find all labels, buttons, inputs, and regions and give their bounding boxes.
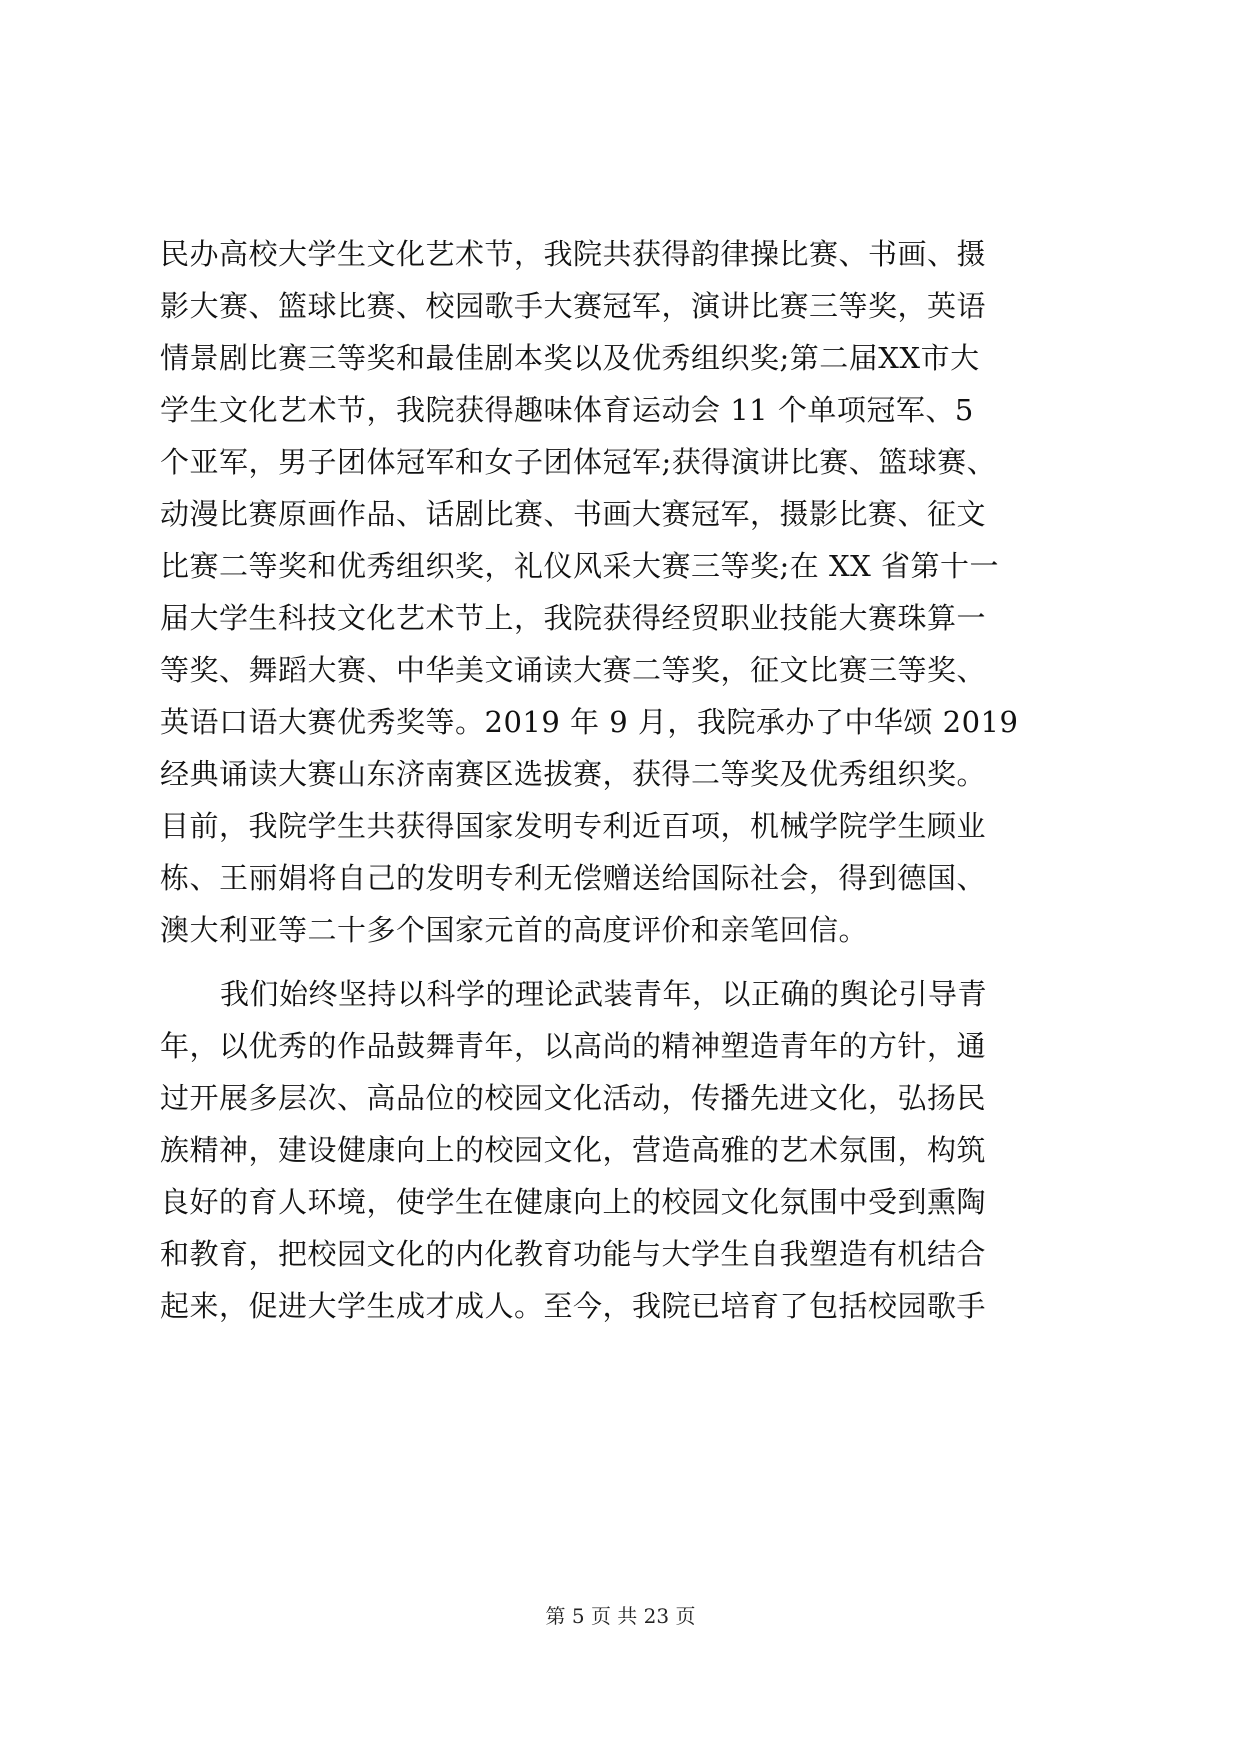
text-line: 情景剧比赛三等奖和最佳剧本奖以及优秀组织奖;第二届XX市大 xyxy=(160,341,980,375)
text-line: 起来，促进大学生成才成人。至今，我院已培育了包括校园歌手 xyxy=(160,1289,987,1323)
text-line: 过开展多层次、高品位的校园文化活动，传播先进文化，弘扬民 xyxy=(160,1081,987,1115)
document-body xyxy=(160,228,1082,1332)
text-line: 等奖、舞蹈大赛、中华美文诵读大赛二等奖，征文比赛三等奖、 xyxy=(160,653,987,687)
text-line: 年，以优秀的作品鼓舞青年，以高尚的精神塑造青年的方针，通 xyxy=(160,1029,987,1063)
text-line: 族精神，建设健康向上的校园文化，营造高雅的艺术氛围，构筑 xyxy=(160,1133,987,1167)
text-line: 动漫比赛原画作品、话剧比赛、书画大赛冠军，摄影比赛、征文 xyxy=(160,497,987,531)
text-line: 英语口语大赛优秀奖等。2019 年 9 月，我院承办了中华颂 2019 xyxy=(160,705,1019,739)
text-line: 澳大利亚等二十多个国家元首的高度评价和亲笔回信。 xyxy=(160,913,869,947)
text-line: 届大学生科技文化艺术节上，我院获得经贸职业技能大赛珠算一 xyxy=(160,601,987,635)
text-line: 栋、王丽娟将自己的发明专利无偿赠送给国际社会，得到德国、 xyxy=(160,861,987,895)
text-line: 个亚军，男子团体冠军和女子团体冠军;获得演讲比赛、篮球赛、 xyxy=(160,445,997,479)
text-line: 比赛二等奖和优秀组织奖，礼仪风采大赛三等奖;在 XX 省第十一 xyxy=(160,549,999,583)
page-number-footer: 第 5 页 共 23 页 xyxy=(545,1604,696,1628)
text-line: 目前，我院学生共获得国家发明专利近百项，机械学院学生顾业 xyxy=(160,809,987,843)
paragraph-spacer xyxy=(160,956,1082,968)
text-line: 学生文化艺术节，我院获得趣味体育运动会 11 个单项冠军、5 xyxy=(160,393,974,427)
text-line: 和教育，把校园文化的内化教育功能与大学生自我塑造有机结合 xyxy=(160,1237,987,1271)
paragraph-2 xyxy=(160,968,1082,1332)
text-line: 民办高校大学生文化艺术节，我院共获得韵律操比赛、书画、摄 xyxy=(160,237,987,271)
text-line: 影大赛、篮球比赛、校园歌手大赛冠军，演讲比赛三等奖，英语 xyxy=(160,289,987,323)
text-line: 经典诵读大赛山东济南赛区选拔赛，获得二等奖及优秀组织奖。 xyxy=(160,757,987,791)
text-line: 我们始终坚持以科学的理论武装青年，以正确的舆论引导青 xyxy=(220,977,988,1011)
text-line: 良好的育人环境，使学生在健康向上的校园文化氛围中受到熏陶 xyxy=(160,1185,987,1219)
paragraph-1 xyxy=(160,228,1082,956)
